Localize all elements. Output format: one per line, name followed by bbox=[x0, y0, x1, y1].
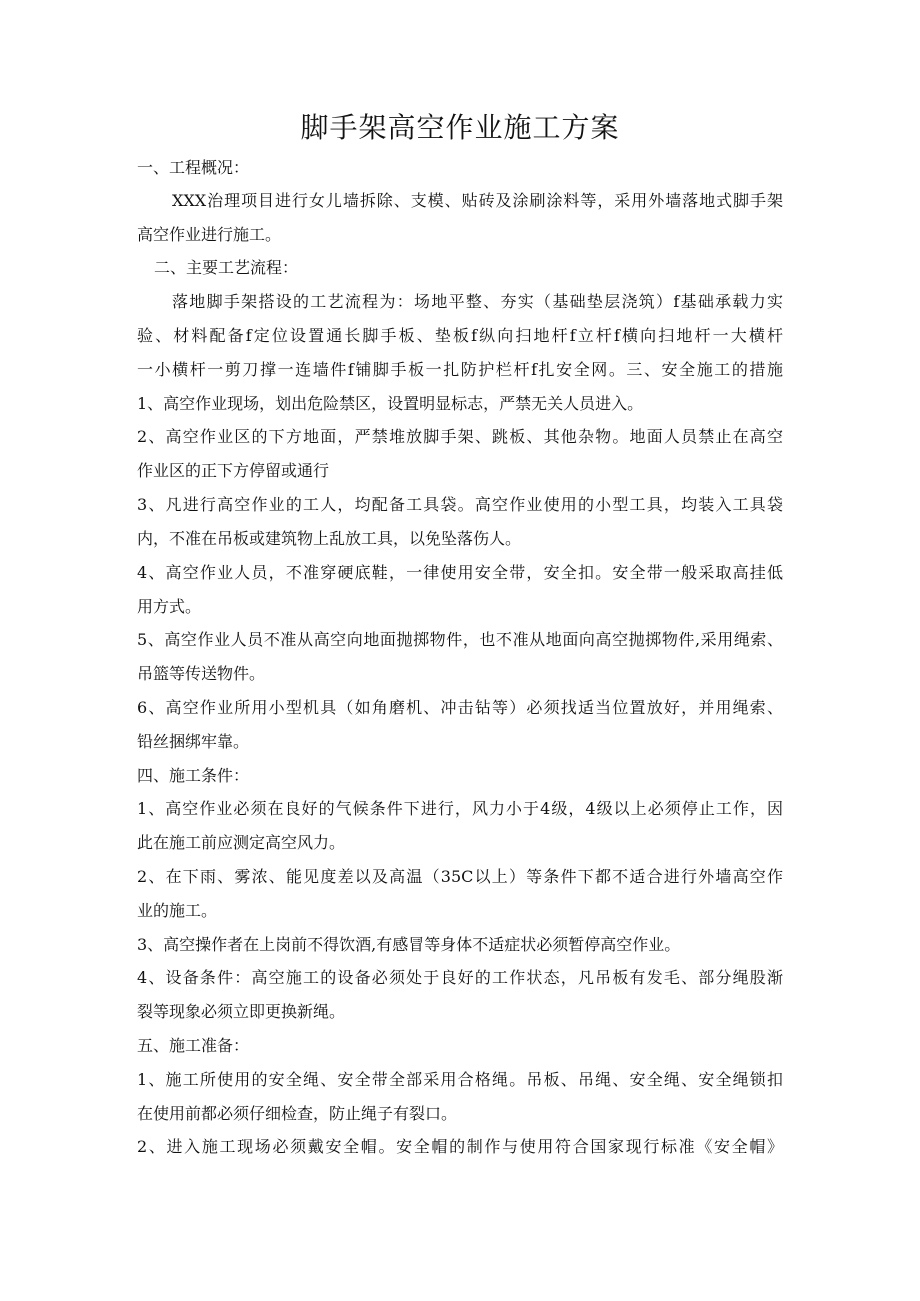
paragraph-line: 2、在下雨、雾浓、能见度差以及高温（35C以上）等条件下都不适合进行外墙高空作 bbox=[137, 867, 783, 886]
paragraph-line: 一小横杆一剪刀撑一连墙件f铺脚手板一扎防护栏杆f扎安全网。三、安全施工的措施 bbox=[137, 360, 783, 379]
paragraph-line: 业的施工。 bbox=[137, 901, 218, 920]
paragraph-line: 裂等现象必须立即更换新绳。 bbox=[137, 1002, 346, 1021]
section-heading: 一、工程概况： bbox=[137, 158, 250, 177]
paragraph-line: 4、设备条件：高空施工的设备必须处于良好的工作状态，凡吊板有发毛、部分绳股渐 bbox=[137, 968, 783, 987]
paragraph-line: 2、进入施工现场必须戴安全帽。安全帽的制作与使用符合国家现行标准《安全帽》 bbox=[137, 1137, 783, 1156]
paragraph-line: 1、施工所使用的安全绳、安全带全部采用合格绳。吊板、吊绳、安全绳、安全绳锁扣 bbox=[137, 1070, 783, 1089]
section-heading: 四、施工条件： bbox=[137, 766, 250, 785]
paragraph-line: 铅丝捆绑牢靠。 bbox=[137, 732, 250, 751]
paragraph-line: 高空作业进行施工。 bbox=[137, 225, 282, 244]
paragraph-line: 内，不准在吊板或建筑物上乱放工具，以免坠落伤人。 bbox=[137, 529, 522, 548]
paragraph-line: 落地脚手架搭设的工艺流程为：场地平整、夯实（基础垫层浇筑）f基础承载力实 bbox=[172, 292, 783, 311]
document-title: 脚手架高空作业施工方案 bbox=[300, 111, 620, 144]
section-heading: 二、主要工艺流程： bbox=[154, 258, 299, 277]
paragraph-line: 此在施工前应测定高空风力。 bbox=[137, 833, 346, 852]
paragraph-line: 2、高空作业区的下方地面，严禁堆放脚手架、跳板、其他杂物。地面人员禁止在高空 bbox=[137, 427, 783, 446]
paragraph-line: XXX治理项目进行女儿墙拆除、支模、贴砖及涂刷涂料等，采用外墙落地式脚手架 bbox=[172, 191, 783, 210]
paragraph-line: 4、高空作业人员，不准穿硬底鞋，一律使用安全带，安全扣。安全带一般采取高挂低 bbox=[137, 563, 783, 582]
paragraph-line: 3、凡进行高空作业的工人，均配备工具袋。高空作业使用的小型工具，均装入工具袋 bbox=[137, 495, 783, 514]
paragraph-line: 验、材料配备f定位设置通长脚手板、垫板f纵向扫地杆f立杆f横向扫地杆一大横杆 bbox=[137, 326, 783, 345]
paragraph-line: 5、高空作业人员不准从高空向地面抛掷物件，也不准从地面向高空抛掷物件,采用绳索、 bbox=[137, 630, 783, 649]
paragraph-line: 3、高空操作者在上岗前不得饮酒,有感冒等身体不适症状必须暂停高空作业。 bbox=[137, 935, 681, 954]
paragraph-line: 用方式。 bbox=[137, 597, 202, 616]
paragraph-line: 1、高空作业现场，划出危险禁区，设置明显标志，严禁无关人员进入。 bbox=[137, 394, 644, 413]
paragraph-line: 作业区的正下方停留或通行 bbox=[137, 461, 330, 480]
section-heading: 五、施工准备： bbox=[137, 1036, 250, 1055]
paragraph-line: 6、高空作业所用小型机具（如角磨机、冲击钻等）必须找适当位置放好，并用绳索、 bbox=[137, 698, 783, 717]
paragraph-line: 在使用前都必须仔细检查，防止绳子有裂口。 bbox=[137, 1104, 458, 1123]
paragraph-line: 吊篮等传送物件。 bbox=[137, 664, 266, 683]
paragraph-line: 1、高空作业必须在良好的气候条件下进行，风力小于4级，4级以上必须停止工作，因 bbox=[137, 799, 783, 818]
